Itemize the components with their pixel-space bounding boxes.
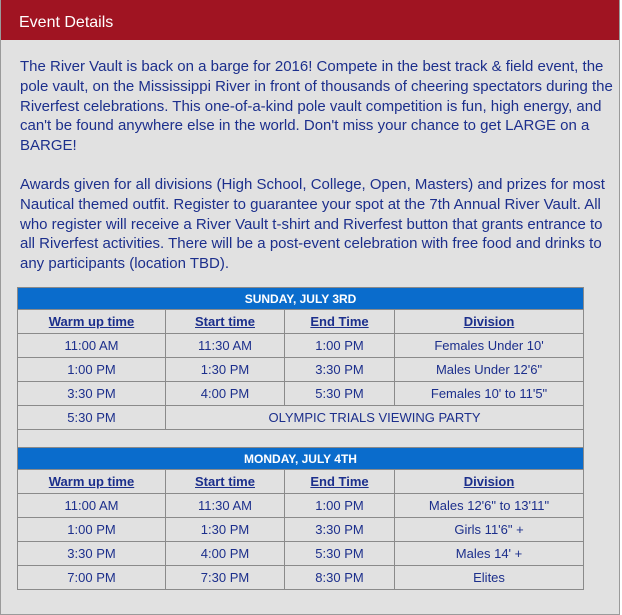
start-cell: 1:30 PM (166, 358, 285, 382)
end-cell: 1:00 PM (285, 334, 395, 358)
day-title-monday: MONDAY, JULY 4TH (18, 448, 584, 470)
day-header-row (18, 448, 584, 470)
start-cell: 11:30 AM (166, 494, 285, 518)
warm-up-cell: 3:30 PM (18, 382, 166, 406)
warm-up-cell: 7:00 PM (18, 566, 166, 590)
warm-up-cell: 1:00 PM (18, 518, 166, 542)
warm-up-cell: 1:00 PM (18, 358, 166, 382)
start-cell: 4:00 PM (166, 382, 285, 406)
day-title-sunday: SUNDAY, JULY 3RD (18, 288, 584, 310)
intro-paragraph-2: Awards given for all divisions (High School, College, Open, Masters) and prizes for most Nautical themed outfit. Register to guarantee your spot at the 7th Annual River Vault. All who register will receive a River Vault t-shirt and Riverfest button that grants entrance to all Riverfest activities. There will be a post-event celebration with free food and drinks to any participants (location TBD). (20, 175, 605, 273)
intro-paragraph-1: The River Vault is back on a barge for 2016! Compete in the best track & field event, the pole vault, on the Mississippi River in front of thousands of cheering spectators during the Riverfest celebrations. This one-of-a-kind pole vault competition is fun, high energy, and can't be found anywhere else in the world. Don't miss your chance to get LARGE on a BARGE! (20, 58, 613, 155)
end-cell: 5:30 PM (285, 542, 395, 566)
start-cell: 11:30 AM (166, 334, 285, 358)
col-start-time: Start time (166, 470, 285, 494)
division-cell: Elites (395, 566, 584, 590)
end-cell: 8:30 PM (285, 566, 395, 590)
table-row (18, 494, 584, 518)
special-event-label: OLYMPIC TRIALS VIEWING PARTY (166, 406, 584, 430)
start-cell: 7:30 PM (166, 566, 285, 590)
end-cell: 3:30 PM (285, 518, 395, 542)
division-cell: Males 14' + (395, 542, 584, 566)
end-cell: 5:30 PM (285, 382, 395, 406)
table-row (18, 358, 584, 382)
start-cell: 4:00 PM (166, 542, 285, 566)
division-cell: Males Under 12'6" (395, 358, 584, 382)
col-division: Division (395, 310, 584, 334)
end-cell: 3:30 PM (285, 358, 395, 382)
table-row (18, 518, 584, 542)
col-start-time: Start time (166, 310, 285, 334)
schedule-table (17, 287, 584, 590)
table-row (18, 382, 584, 406)
special-time-cell: 5:30 PM (18, 406, 166, 430)
special-event-row (18, 406, 584, 430)
panel-header (1, 0, 619, 40)
division-cell: Females Under 10' (395, 334, 584, 358)
col-end-time: End Time (285, 310, 395, 334)
warm-up-cell: 11:00 AM (18, 494, 166, 518)
col-warm-up-time: Warm up time (18, 470, 166, 494)
division-cell: Females 10' to 11'5" (395, 382, 584, 406)
division-cell: Girls 11'6" + (395, 518, 584, 542)
table-row (18, 542, 584, 566)
spacer-cell (18, 430, 584, 448)
start-cell: 1:30 PM (166, 518, 285, 542)
end-cell: 1:00 PM (285, 494, 395, 518)
col-warm-up-time: Warm up time (18, 310, 166, 334)
warm-up-cell: 3:30 PM (18, 542, 166, 566)
spacer-row (18, 430, 584, 448)
warm-up-cell: 11:00 AM (18, 334, 166, 358)
column-header-row (18, 470, 584, 494)
day-header-row (18, 288, 584, 310)
event-description (20, 57, 620, 293)
column-header-row (18, 310, 584, 334)
col-division: Division (395, 470, 584, 494)
division-cell: Males 12'6" to 13'11" (395, 494, 584, 518)
col-end-time: End Time (285, 470, 395, 494)
panel-title: Event Details (19, 14, 114, 31)
table-row (18, 566, 584, 590)
table-row (18, 334, 584, 358)
